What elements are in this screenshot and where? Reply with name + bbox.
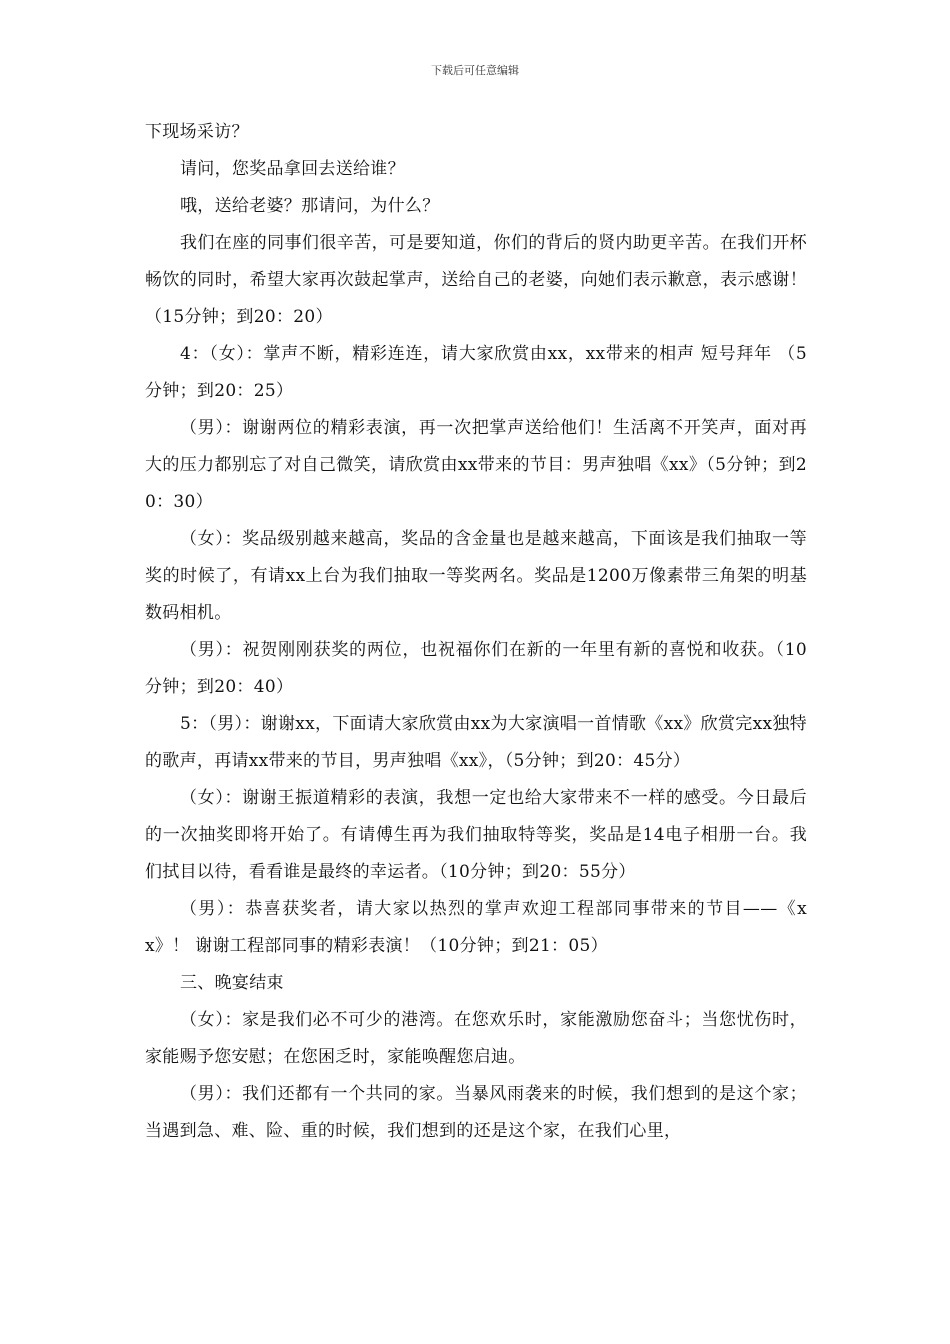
paragraph-first-prize-draw: （女）：奖品级别越来越高，奖品的含金量也是越来越高，下面该是我们抽取一等奖的时候了，有请xx上台为我们抽取一等奖两名。奖品是1200万像素带三角架的明基数码相机。 bbox=[145, 529, 807, 623]
paragraph-engineering-program: （男）：恭喜获奖者，请大家以热烈的掌声欢迎工程部同事带来的节目——《xx》！ 谢谢工程部同事的精彩表演！（10分钟；到21：05） bbox=[145, 899, 807, 956]
paragraph-program-4: 4：（女）：掌声不断，精彩连连，请大家欣赏由xx，xx带来的相声 短号拜年 （5分钟；到20：25） bbox=[145, 344, 807, 401]
section-heading-banquet-end: 三、晚宴结束 bbox=[180, 973, 284, 993]
paragraph-program-5: 5：（男）：谢谢xx，下面请大家欣赏由xx为大家演唱一首情歌《xx》欣赏完xx独特的歌声，再请xx带来的节目，男声独唱《xx》，（5分钟；到20：45分） bbox=[145, 714, 807, 771]
paragraph-home-harbor: （女）：家是我们必不可少的港湾。在您欢乐时，家能激励您奋斗；当您忧伤时，家能赐予您安慰；在您困乏时，家能唤醒您启迪。 bbox=[145, 1010, 807, 1067]
paragraph-interview-continuation: 下现场采访？ bbox=[145, 122, 249, 142]
page-header-note: 下载后可任意编辑 bbox=[431, 64, 519, 77]
paragraph-thanks-wives: 我们在座的同事们很辛苦，可是要知道，你们的背后的贤内助更辛苦。在我们开杯畅饮的同时，希望大家再次鼓起掌声，送给自己的老婆，向她们表示歉意，表示感谢！（15分钟；到20：20） bbox=[145, 233, 807, 327]
paragraph-congratulations: （男）：祝贺刚刚获奖的两位，也祝福你们在新的一年里有新的喜悦和收获。（10分钟；到20：40） bbox=[145, 640, 807, 697]
paragraph-common-home: （男）：我们还都有一个共同的家。当暴风雨袭来的时候，我们想到的是这个家；当遇到急、难、险、重的时候，我们想到的还是这个家，在我们心里， bbox=[145, 1084, 807, 1141]
paragraph-male-solo-intro: （男）：谢谢两位的精彩表演，再一次把掌声送给他们！生活离不开笑声，面对再大的压力都别忘了对自己微笑，请欣赏由xx带来的节目：男声独唱《xx》（5分钟；到20：30） bbox=[145, 418, 807, 512]
paragraph-question-why: 哦，送给老婆？那请问，为什么？ bbox=[180, 196, 440, 216]
paragraph-question-prize: 请问，您奖品拿回去送给谁？ bbox=[180, 159, 405, 179]
paragraph-grand-prize-draw: （女）：谢谢王振道精彩的表演，我想一定也给大家带来不一样的感受。今日最后的一次抽奖即将开始了。有请傅生再为我们抽取特等奖，奖品是14电子相册一台。我们拭目以待，看看谁是最终的幸运者。（10分钟；到20：55分） bbox=[145, 788, 807, 882]
body-text bbox=[145, 114, 807, 1150]
